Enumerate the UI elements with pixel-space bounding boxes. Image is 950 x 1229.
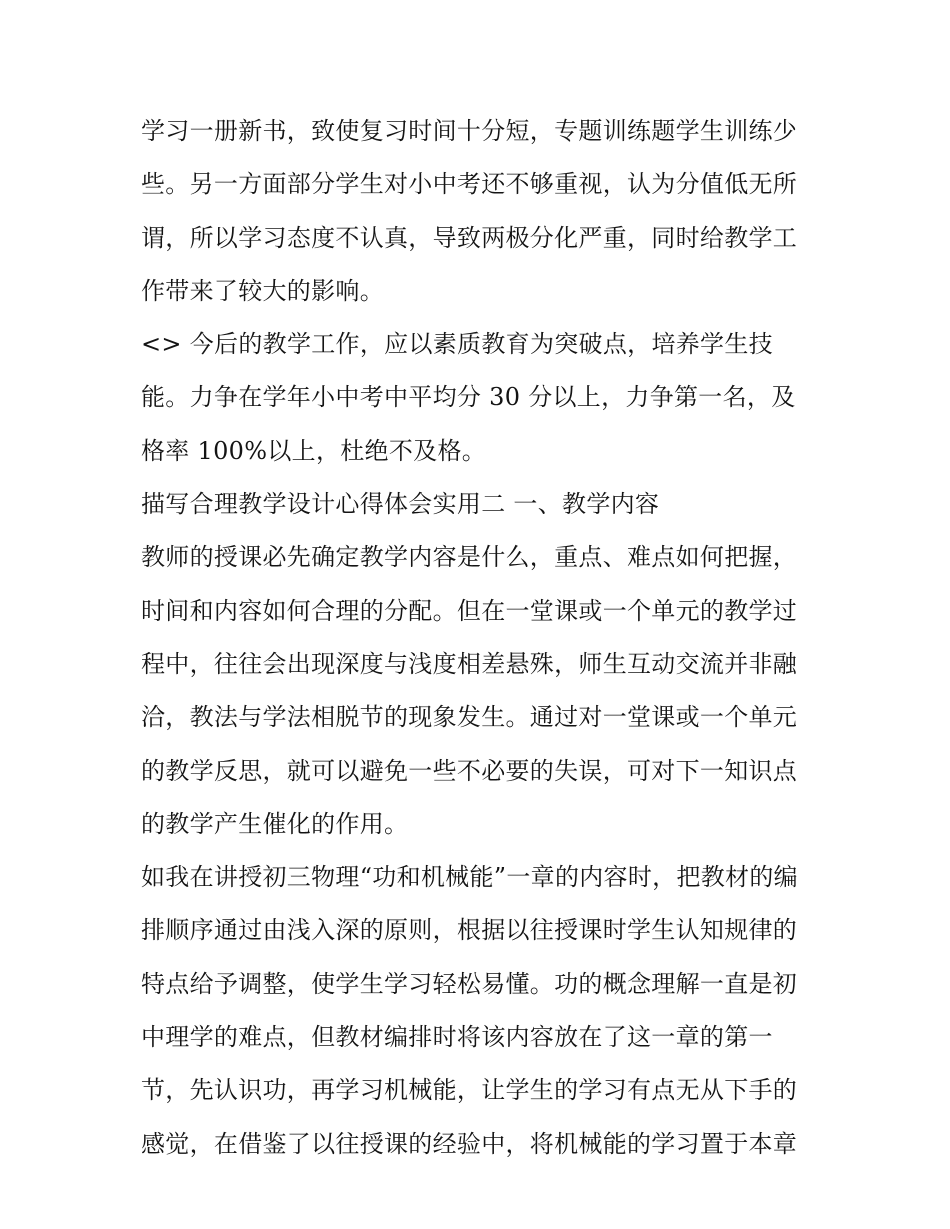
- text-line: 排顺序通过由浅入深的原则，根据以往授课时学生认知规律的: [141, 916, 798, 945]
- document-body: [141, 108, 821, 1174]
- text-line: 教师的授课必先确定教学内容是什么，重点、难点如何把握，: [141, 543, 798, 572]
- text-line: 谓，所以学习态度不认真，导致两极分化严重，同时给教学工: [141, 223, 798, 252]
- text-line: 的教学反思，就可以避免一些不必要的失误，可对下一知识点: [141, 756, 798, 785]
- text-line: 如我在讲授初三物理“功和机械能”一章的内容时，把教材的编: [141, 863, 798, 892]
- text-line: 程中，往往会出现深度与浅度相差悬殊，师生互动交流并非融: [141, 649, 798, 678]
- section-heading: 描写合理教学设计心得体会实用二 一、教学内容: [141, 490, 660, 519]
- text-line: 些。另一方面部分学生对小中考还不够重视，认为分值低无所: [141, 170, 798, 199]
- text-line: 时间和内容如何合理的分配。但在一堂课或一个单元的教学过: [141, 596, 798, 625]
- text-line: 学习一册新书，致使复习时间十分短，专题训练题学生训练少: [141, 117, 798, 145]
- text-line: 的教学产生催化的作用。: [141, 809, 409, 838]
- text-line: 作带来了较大的影响。: [141, 276, 384, 305]
- text-line: 洽，教法与学法相脱节的现象发生。通过对一堂课或一个单元: [141, 703, 798, 732]
- text-line: 特点给予调整，使学生学习轻松易懂。功的概念理解一直是初: [141, 969, 798, 998]
- text-line: 节，先认识功，再学习机械能，让学生的学习有点无从下手的: [141, 1076, 798, 1105]
- text-line: 格率 100%以上，杜绝不及格。: [141, 436, 487, 465]
- text-line: 感觉，在借鉴了以往授课的经验中，将机械能的学习置于本章: [141, 1129, 798, 1158]
- text-line: 中理学的难点，但教材编排时将该内容放在了这一章的第一: [141, 1023, 773, 1052]
- text-line: 能。力争在学年小中考中平均分 30 分以上，力争第一名，及: [141, 383, 796, 412]
- text-line: <> 今后的教学工作，应以素质教育为突破点，培养学生技: [141, 330, 773, 359]
